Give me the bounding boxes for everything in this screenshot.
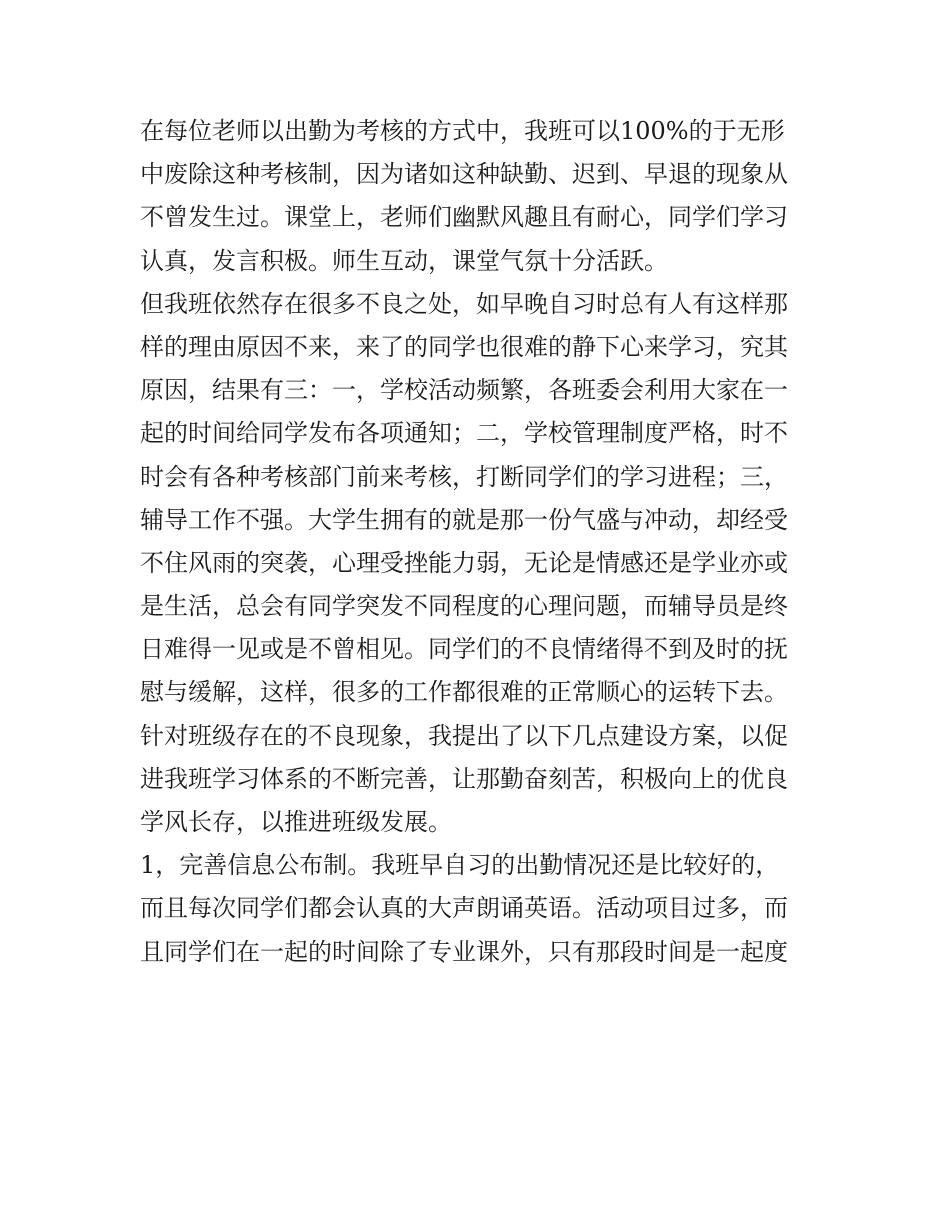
text-line: 在每位老师以出勤为考核的方式中，我班可以100%的于无形 (140, 117, 785, 145)
paragraph-proposals-intro (140, 715, 820, 845)
paragraph-problems (140, 283, 820, 715)
text-line: 不住风雨的突袭，心理受挫能力弱，无论是情感还是学业亦或 (140, 548, 788, 577)
text-line: 中废除这种考核制，因为诸如这种缺勤、迟到、早退的现象从 (140, 160, 788, 189)
text-line: 且同学们在一起的时间除了专业课外，只有那段时间是一起度 (140, 937, 788, 966)
text-line: 不曾发生过。课堂上，老师们幽默风趣且有耐心，同学们学习 (140, 203, 788, 232)
text-line: 起的时间给同学发布各项通知；二，学校管理制度严格，时不 (140, 419, 788, 448)
text-line: 认真，发言积极。师生互动，课堂气氛十分活跃。 (140, 246, 668, 275)
text-line: 原因，结果有三：一，学校活动频繁，各班委会利用大家在一 (140, 376, 788, 405)
paragraph-attendance (140, 110, 820, 283)
document-body (140, 110, 820, 974)
text-line: 样的理由原因不来，来了的同学也很难的静下心来学习，究其 (140, 332, 788, 361)
text-line: 进我班学习体系的不断完善，让那勤奋刻苦，积极向上的优良 (140, 764, 788, 793)
text-line: 但我班依然存在很多不良之处，如早晚自习时总有人有这样那 (140, 289, 788, 318)
text-line: 1，完善信息公布制。我班早自习的出勤情况还是比较好的， (140, 851, 780, 880)
text-line: 是生活，总会有同学突发不同程度的心理问题，而辅导员是终 (140, 592, 788, 621)
text-line: 学风长存，以推进班级发展。 (140, 808, 452, 836)
text-line: 针对班级存在的不良现象，我提出了以下几点建设方案，以促 (140, 721, 788, 750)
paragraph-proposal-1 (140, 844, 820, 974)
text-line: 慰与缓解，这样，很多的工作都很难的正常顺心的运转下去。 (140, 678, 788, 707)
text-line: 时会有各种考核部门前来考核，打断同学们的学习进程；三， (140, 462, 788, 491)
text-line: 而且每次同学们都会认真的大声朗诵英语。活动项目过多，而 (140, 894, 788, 923)
text-line: 日难得一见或是不曾相见。同学们的不良情绪得不到及时的抚 (140, 635, 788, 664)
text-line: 辅导工作不强。大学生拥有的就是那一份气盛与冲动，却经受 (140, 505, 788, 534)
